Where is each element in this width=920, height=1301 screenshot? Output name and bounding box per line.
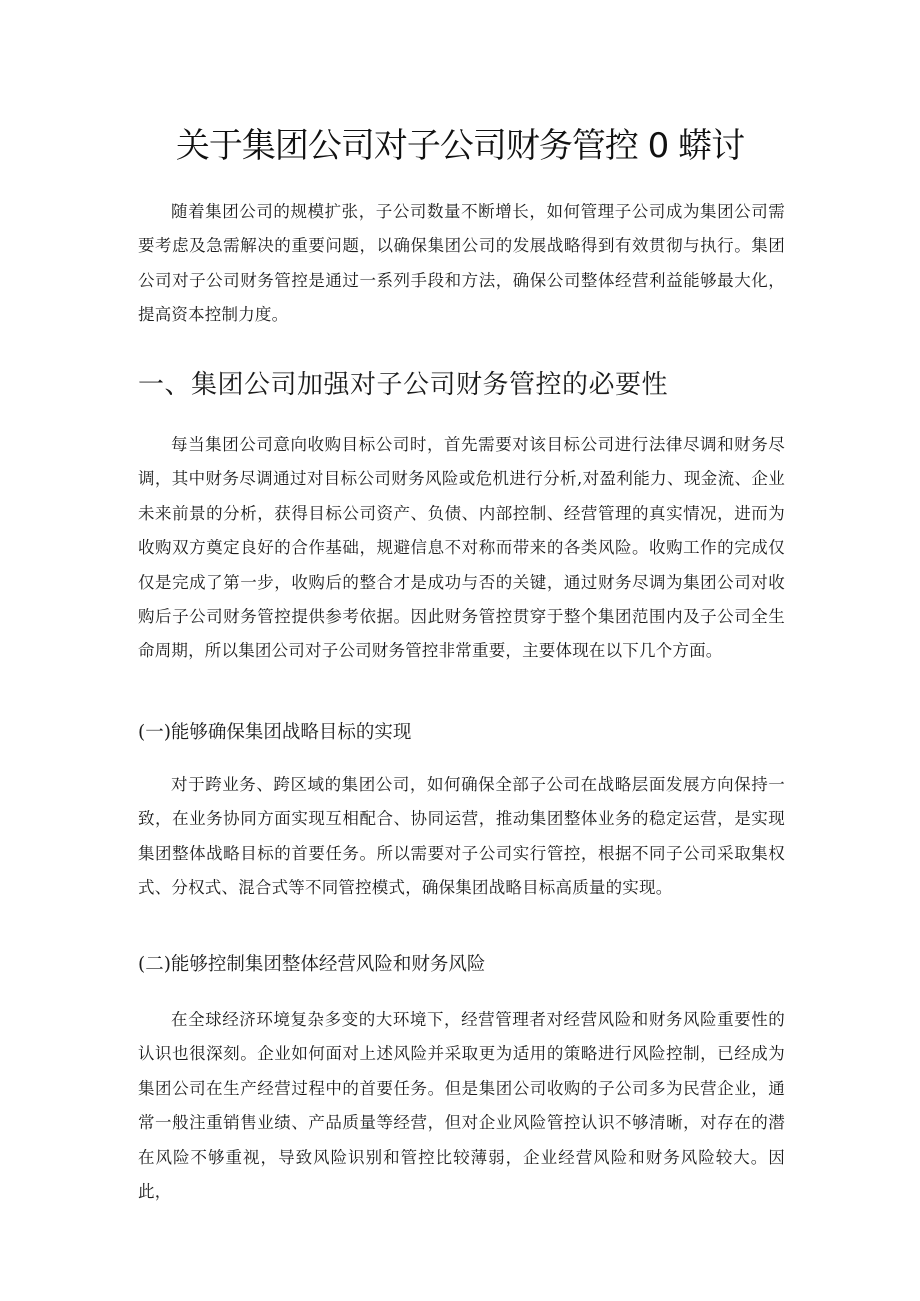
subsection-heading-1: (一)能够确保集团战略目标的实现 xyxy=(138,722,412,743)
intro-paragraph: 随着集团公司的规模扩张，子公司数量不断增长，如何管理子公司成为集团公司需要考虑及急需解决的重要问题，以确保集团公司的发展战略得到有效贯彻与执行。集团公司对子公司财务管控是通过一系列手段和方法，确保公司整体经营利益能够最大化，提高资本控制力度。 xyxy=(138,202,785,325)
subsection-paragraph-1: 对于跨业务、跨区域的集团公司，如何确保全部子公司在战略层面发展方向保持一致，在业务协同方面实现互相配合、协同运营，推动集团整体业务的稳定运营，是实现集团整体战略目标的首要任务。所以需要对子公司实行管控，根据不同子公司采取集权式、分权式、混合式等不同管控模式，确保集团战略目标高质量的实现。 xyxy=(138,775,785,898)
section-heading: 一、集团公司加强对子公司财务管控的必要性 xyxy=(138,370,669,400)
section-paragraph: 每当集团公司意向收购目标公司时，首先需要对该目标公司进行法律尽调和财务尽调，其中财务尽调通过对目标公司财务风险或危机进行分析,对盈利能力、现金流、企业未来前景的分析，获得目标公司资产、负债、内部控制、经营管理的真实情况，进而为收购双方奠定良好的合作基础，规避信息不对称而带来的各类风险。收购工作的完成仅仅是完成了第一步，收购后的整合才是成功与否的关键，通过财务尽调为集团公司对收购后子公司财务管控提供参考依据。因此财务管控贯穿于整个集团范围内及子公司全生命周期，所以集团公司对子公司财务管控非常重要，主要体现在以下几个方面。 xyxy=(138,435,785,661)
subsection-paragraph-2: 在全球经济环境复杂多变的大环境下，经营管理者对经营风险和财务风险重要性的认识也很深刻。企业如何面对上述风险并采取更为适用的策略进行风险控制，已经成为集团公司在生产经营过程中的首要任务。但是集团公司收购的子公司多为民营企业，通常一般注重销售业绩、产品质量等经营，但对企业风险管控认识不够清晰，对存在的潜在风险不够重视，导致风险识别和管控比较薄弱，企业经营风险和财务风险较大。因此， xyxy=(138,1010,785,1202)
subsection-heading-2: (二)能够控制集团整体经营风险和财务风险 xyxy=(138,954,486,975)
document-title: 关于集团公司对子公司财务管控 0 蟒讨 xyxy=(175,126,745,166)
